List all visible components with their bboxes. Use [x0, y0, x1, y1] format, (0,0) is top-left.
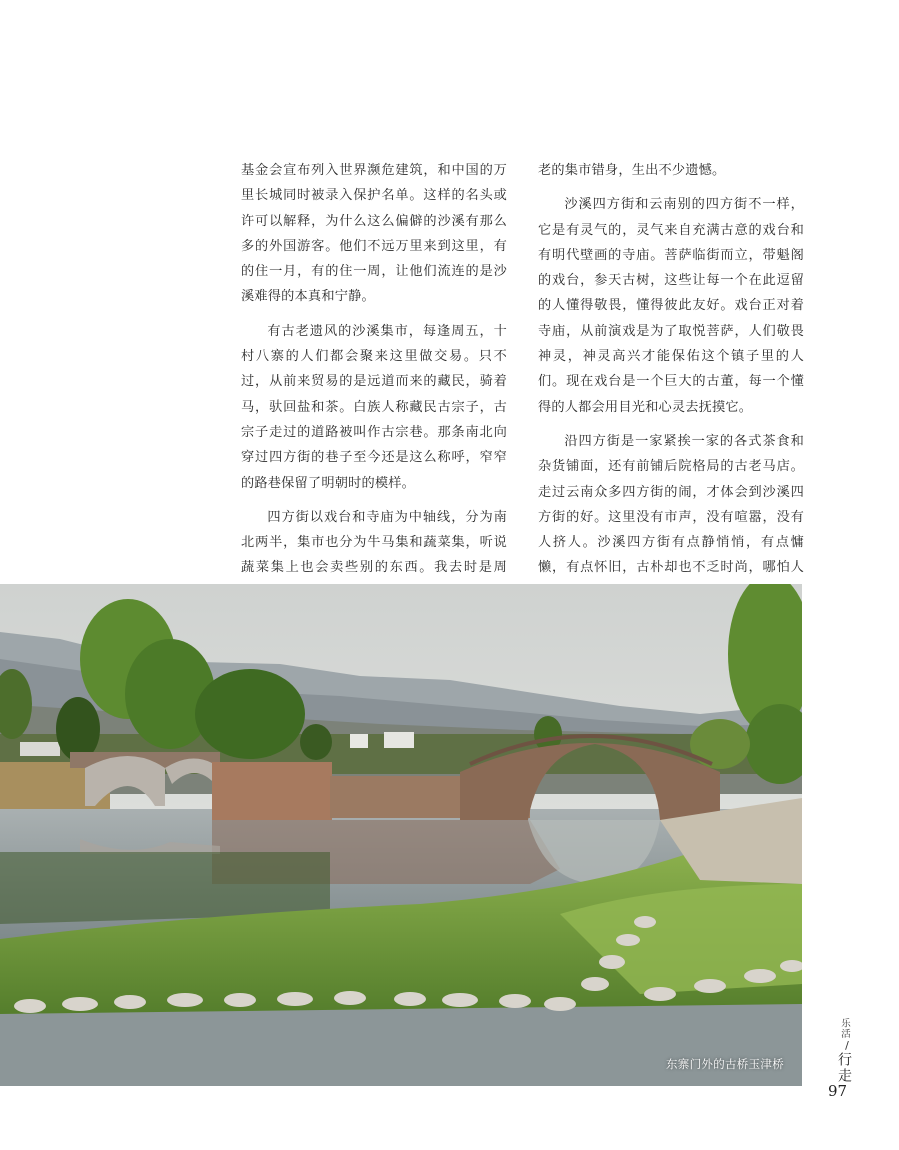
paragraph-6: 沿四方街是一家紧挨一家的各式茶食和杂货铺面，还有前铺后院格局的古老马店。走过云南众多四方街的闹，才体会到沙溪四方街的好。这里没有市声，没有喧嚣，没有人挤人。沙溪四方街有点静悄悄，有点慵懒，有点怀旧，古朴却也不乏时尚，哪怕人	[538, 433, 804, 576]
bridge-illustration	[0, 584, 802, 1086]
bridge-photo	[0, 584, 802, 1086]
paragraph-4: 老的集市错身，生出不少遗憾。	[538, 163, 726, 178]
section-label-small: 乐活	[839, 1018, 850, 1039]
photo-caption: 东寨门外的古桥玉津桥	[666, 1057, 784, 1071]
page-number: 97	[828, 1082, 848, 1100]
article-column-left	[241, 158, 507, 615]
section-label	[833, 1018, 855, 1084]
paragraph-2: 有古老遗风的沙溪集市，每逢周五，十村八寨的人们都会聚来这里做交易。只不过，从前来贸易的是远道而来的藏民，骑着马，驮回盐和茶。白族人称藏民古宗子，古宗子走过的道路被叫作古宗巷。那条南北向穿过四方街的巷子至今还是这么称呼，窄窄的路巷保留了明朝时的模样。	[241, 323, 507, 491]
paragraph-5: 沙溪四方街和云南别的四方街不一样，它是有灵气的，灵气来自充满古意的戏台和有明代壁画的寺庙。菩萨临街而立，带魁阁的戏台，参天古树，这些让每一个在此逗留的人懂得敬畏，懂得彼此友好。戏台正对着寺庙，从前演戏是为了取悦菩萨，人们敬畏神灵，神灵高兴才能保佑这个镇子里的人们。现在戏台是一个巨大的古董，每一个懂得的人都会用目光和心灵去抚摸它。	[538, 197, 804, 415]
paragraph-1: 基金会宣布列入世界濒危建筑，和中国的万里长城同时被录入保护名单。这样的名头或许可以解释，为什么这么偏僻的沙溪有那么多的外国游客。他们不远万里来到这里，有的住一月，有的住一周，让他们流连的是沙溪难得的本真和宁静。	[241, 163, 507, 305]
article-column-right	[538, 158, 804, 615]
section-label-big: 行走	[836, 1052, 852, 1084]
section-label-slash: /	[845, 1039, 849, 1052]
paragraph-3: 四方街以戏台和寺庙为中轴线，分为南北两半，集市也分为牛马集和蔬菜集，听说蔬菜集上也会卖些别的东西。我去时是周	[241, 509, 507, 576]
